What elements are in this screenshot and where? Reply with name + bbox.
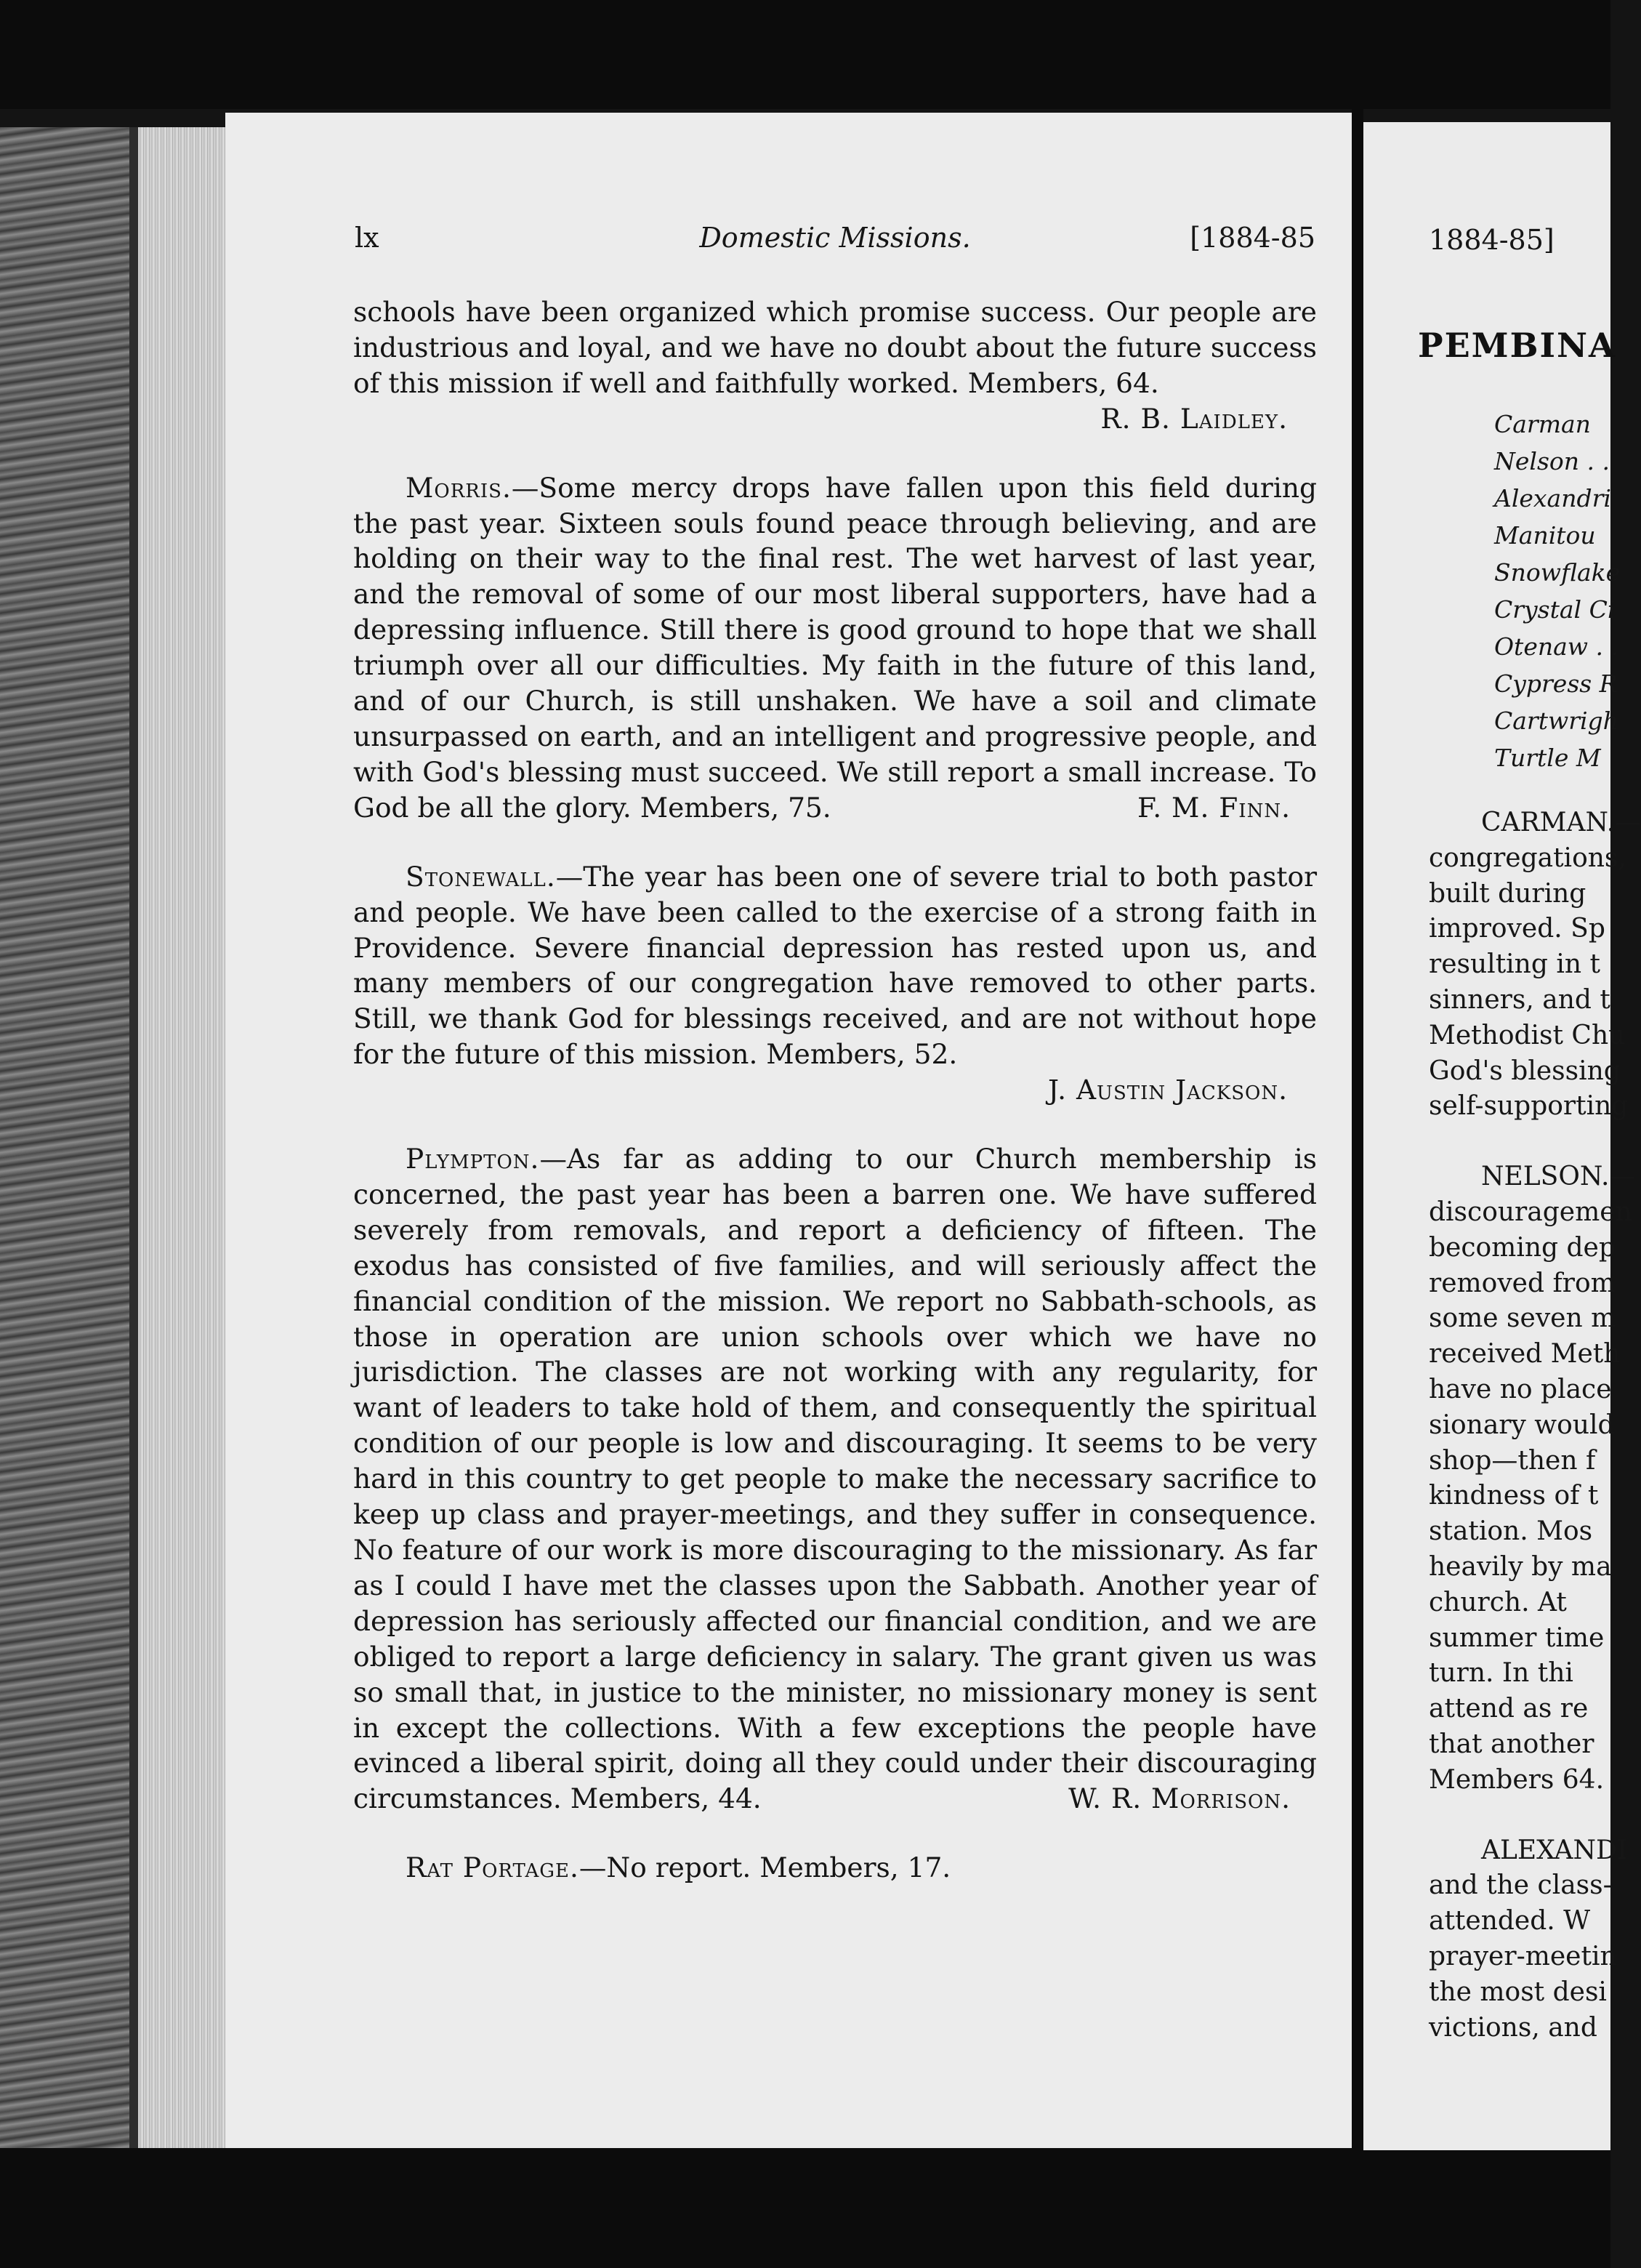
text-line: improved. Sp <box>1429 914 1605 944</box>
signature-jackson: J. Austin Jackson. <box>1048 1074 1288 1106</box>
station-list-item: Snowflake <box>1494 558 1621 587</box>
station-list-item: Crystal Ci <box>1494 595 1616 624</box>
signature-laidley: R. B. Laidley. <box>1100 402 1288 435</box>
district-heading: PEMBINA <box>1418 326 1616 365</box>
paragraph-text: —As far as adding to our Church membership is concerned, the past year has been a barren one. We have suffered severely from removals, and report a deficiency of fifteen. The exodus has consisted of five families, and will seriously affect the financial condition of the mission. We report no Sabbath-schools, as those in operation are union schools over which we have no jurisdiction. The classes are not working with any regularity, for want of leaders to take hold of them, and consequently the spiritual condition of our people is low and discouraging. It seems to be very hard in this country to get people to make the necessary sacrifice to keep up class and prayer-meetings, and they suffer in consequence. No feature of our work is more discouraging to the missionary. As far as I could I have met the classes upon the Sabbath. Another year of depression has seriously affected our financial condition, and we are obliged to report a large deficiency in salary. The grant given us was so small that, in justice to the minister, no missionary money is sent in except the collections. With a few exceptions the people have evinced a liberal spirit, doing all they could under their discouraging circumstances. Members, 44. <box>353 1143 1317 1815</box>
text-line: self-supporting <box>1429 1091 1629 1122</box>
paragraph-text: —No report. Members, 17. <box>578 1851 951 1884</box>
signature-finn: F. M. Finn. <box>1137 791 1291 824</box>
text-line: CARMAN.— <box>1481 808 1641 837</box>
text-line: shop—then f <box>1429 1445 1596 1476</box>
text-line: attended. W <box>1429 1906 1591 1937</box>
page-number: lx <box>355 222 379 254</box>
paragraph-morris <box>353 470 1317 826</box>
text-line: ALEXANDI <box>1481 1835 1628 1865</box>
book-spine-shadow <box>129 127 138 2148</box>
text-line: removed from <box>1429 1268 1616 1298</box>
header-year-range: [1884-85 <box>1190 222 1315 254</box>
text-line: congregations, <box>1429 843 1626 873</box>
paragraph-text: —The year has been one of severe trial to both pastor and people. We have been called to the exercise of a strong faith in Providence. Severe financial depression has rested upon us, and many members of our congregation have removed to other parts. Still, we thank God for blessings received, and are not without hope for the future of this mission. Members, 52. <box>353 860 1317 1071</box>
station-name-plympton: Plympton. <box>406 1143 540 1175</box>
text-line: resulting in t <box>1429 949 1600 980</box>
text-line: sinners, and t <box>1429 984 1610 1015</box>
text-line: prayer-meetin <box>1429 1941 1617 1971</box>
station-list-item: Carman <box>1494 410 1591 438</box>
station-list-item: Manitou <box>1494 521 1596 550</box>
text-line: received Meth <box>1429 1339 1621 1370</box>
text-line: turn. In thi <box>1429 1658 1573 1689</box>
book-gutter <box>1352 109 1363 2144</box>
station-list-item: Cartwrigh <box>1494 707 1618 735</box>
station-name-stonewall: Stonewall. <box>406 860 556 893</box>
signature-morrison: W. R. Morrison. <box>1068 1782 1291 1815</box>
text-line: church. At <box>1429 1587 1567 1617</box>
text-line: summer time <box>1429 1622 1605 1653</box>
text-line: NELSON.— <box>1481 1162 1636 1192</box>
paragraph-text: schools have been organized which promise success. Our people are industrious and loyal, and we have no doubt about the future success of this mission if well and faithfully worked. Members, 64. <box>353 296 1317 399</box>
text-line: kindness of t <box>1429 1481 1599 1511</box>
text-line: have no place <box>1429 1374 1612 1404</box>
text-line: that another <box>1429 1729 1594 1759</box>
text-line: attend as re <box>1429 1694 1589 1724</box>
scan-bottom-border <box>0 2141 1610 2268</box>
text-line: the most desi <box>1429 1977 1607 2007</box>
text-line: discouragemen <box>1429 1197 1632 1227</box>
paragraph-plympton <box>353 1141 1317 1817</box>
text-line: Methodist Chu <box>1429 1020 1626 1050</box>
text-line: heavily by ma <box>1429 1551 1612 1582</box>
right-page-cropped <box>1363 122 1641 2150</box>
station-list-item: Nelson . . <box>1494 447 1610 475</box>
station-name-rat-portage: Rat Portage. <box>406 1851 579 1884</box>
station-name-morris: Morris. <box>406 471 512 504</box>
text-line: Members 64. <box>1429 1764 1605 1795</box>
station-list-item: Alexandri <box>1494 484 1611 512</box>
paragraph-stonewall <box>353 859 1317 1072</box>
left-page-body <box>353 294 1317 1886</box>
text-line: becoming dep <box>1429 1232 1616 1263</box>
page-stack-edges <box>138 127 225 2148</box>
running-title: Domestic Missions. <box>699 222 971 254</box>
right-page-body <box>1429 805 1641 2046</box>
station-list-item: Cypress R <box>1494 669 1618 698</box>
text-line: station. Mos <box>1429 1516 1593 1547</box>
text-line: God's blessing <box>1429 1055 1621 1086</box>
book-page-edges <box>0 127 225 2148</box>
text-line: and the class- <box>1429 1870 1612 1901</box>
text-line: some seven m <box>1429 1303 1616 1334</box>
paragraph-laidley <box>353 294 1317 401</box>
station-list-item: Turtle M <box>1494 744 1601 772</box>
right-header-year-range: 1884-85] <box>1429 224 1555 256</box>
text-line: built during <box>1429 878 1586 909</box>
paragraph-rat-portage <box>353 1850 1317 1886</box>
text-line: victions, and <box>1429 2012 1597 2043</box>
text-line: sionary would <box>1429 1410 1615 1440</box>
station-list-item: Otenaw . . <box>1494 632 1618 661</box>
running-header <box>355 222 1315 265</box>
station-list <box>1494 406 1620 776</box>
paragraph-text: —Some mercy drops have fallen upon this field during the past year. Sixteen souls found peace through believing, and are holding on their way to the final rest. The wet harvest of last year, and the removal of some of our most liberal supporters, have had a depressing influence. Still there is good ground to hope that we shall triumph over all our difficulties. My faith in the future of this land, and of our Church, is still unshaken. We have a soil and climate unsurpassed on earth, and an intelligent and progressive people, and with God's blessing must succeed. We still report a small increase. To God be all the glory. Members, 75. <box>353 471 1317 824</box>
scan-top-border <box>0 0 1610 109</box>
